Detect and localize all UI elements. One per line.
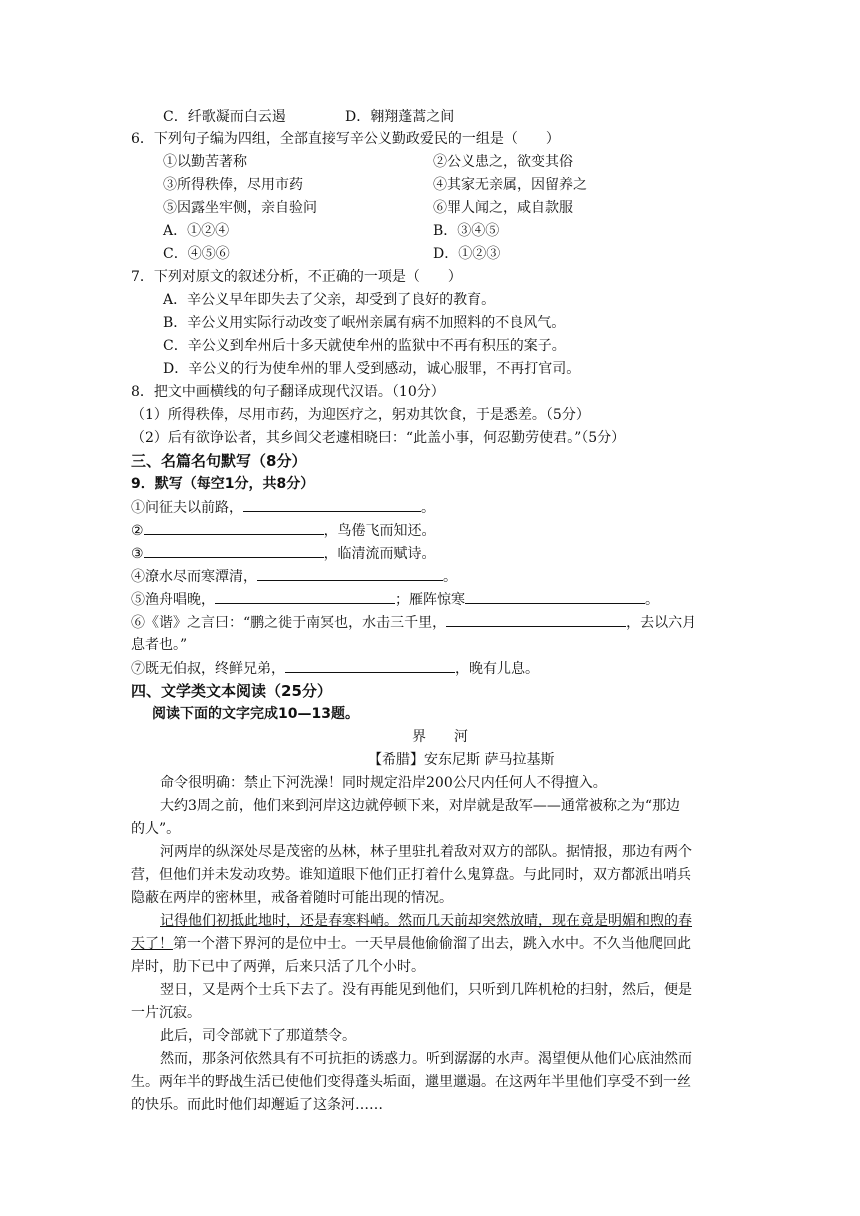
dictation-line-1	[131, 496, 435, 518]
story-paragraph: 的快乐。而此时他们却邂逅了这条河……	[131, 1097, 383, 1113]
dictation-text: 。	[443, 569, 457, 585]
q6-stem: 6．下列句子编为四组，全部直接写辛公义勤政爱民的一组是（ ）	[131, 131, 560, 147]
story-paragraph: 的人”。	[131, 821, 181, 837]
q6-item: ③所得秩俸，尽用市药	[163, 177, 303, 193]
story-underlined-sentence: 记得他们初抵此地时，还是春寒料峭。然而几天前却突然放晴，现在竟是明媚和煦的春	[160, 913, 692, 929]
q7-option: A．辛公义早年即失去了父亲，却受到了良好的教育。	[163, 292, 496, 308]
answer-blank[interactable]	[144, 542, 324, 558]
section-4-title: 四、文学类文本阅读（25分）	[131, 682, 332, 700]
answer-blank[interactable]	[257, 565, 443, 581]
section-3-title: 三、名篇名句默写（8分）	[131, 452, 307, 470]
story-paragraph: 命令很明确：禁止下河洗澡！同时规定沿岸200公尺内任何人不得擅入。	[160, 775, 607, 791]
story-paragraph: 一片沉寂。	[131, 1005, 201, 1021]
story-paragraph: 生。两年半的野战生活已使他们变得蓬头垢面，邋里邋遢。在这两年半里他们享受不到一丝	[131, 1074, 691, 1090]
story-paragraph: 此后，司令部就下了那道禁令。	[160, 1028, 356, 1044]
story-paragraph	[131, 933, 691, 955]
dictation-text: ⑥《谐》之言曰：“鹏之徙于南冥也，水击三千里，	[131, 615, 447, 631]
q6-option: B．③④⑤	[433, 223, 500, 239]
dictation-text: ，鸟倦飞而知还。	[323, 523, 436, 539]
q6-option: A．①②④	[163, 223, 230, 239]
dictation-line-7	[131, 657, 539, 679]
dictation-text: ⑤渔舟唱晚，	[131, 592, 215, 608]
story-paragraph: 然而，那条河依然具有不可抗拒的诱惑力。听到潺潺的水声。渴望便从他们心底油然而	[160, 1051, 692, 1067]
q6-option: C．④⑤⑥	[163, 246, 230, 262]
q7-option: B．辛公义用实际行动改变了岷州亲属有病不加照料的不良风气。	[163, 315, 566, 331]
q9-title: 9．默写（每空1分，共8分）	[131, 476, 315, 492]
dictation-text: ，去以六月	[626, 615, 697, 631]
story-author: 【希腊】安东尼斯 萨马拉基斯	[368, 752, 555, 768]
dictation-text: ⑦既无伯叔，终鲜兄弟，	[131, 661, 285, 677]
answer-blank[interactable]	[215, 588, 395, 604]
dictation-text: ；雁阵惊寒	[395, 592, 465, 608]
dictation-line-3	[131, 542, 436, 564]
q6-item: ②公义患之，欲变其俗	[433, 154, 573, 170]
dictation-text: ③	[131, 546, 144, 562]
dictation-text: ①问征夫以前路，	[131, 500, 243, 516]
q7-option: C．辛公义到牟州后十多天就使牟州的监狱中不再有积压的案子。	[163, 338, 566, 354]
q8-sentence-1: （1）所得秩俸，尽用市药，为迎医疗之，躬劝其饮食，于是悉差。（5分）	[131, 407, 590, 423]
dictation-line-2	[131, 519, 436, 541]
dictation-text: ，临清流而赋诗。	[323, 546, 436, 562]
story-text: 第一个潜下界河的是位中士。一天早晨他偷偷溜了出去，跳入水中。不久当他爬回此	[173, 936, 691, 952]
q6-item: ⑥罪人闻之，咸自款服	[433, 200, 573, 216]
dictation-line-6	[131, 611, 696, 633]
story-title: 界 河	[412, 729, 468, 745]
q6-item: ④其家无亲属，因留养之	[433, 177, 587, 193]
dictation-line-5	[131, 588, 659, 610]
story-paragraph: 翌日，又是两个士兵下去了。没有再能见到他们，只听到几阵机枪的扫射，然后，便是	[160, 982, 692, 998]
answer-blank[interactable]	[465, 588, 645, 604]
story-paragraph: 营，但他们并未发动攻势。谁知道眼下他们正打着什么鬼算盘。与此同时，双方都派出哨兵	[131, 867, 691, 883]
q6-item: ⑤因露坐牢侧，亲自验问	[163, 200, 317, 216]
reading-instruction: 阅读下面的文字完成10—13题。	[152, 706, 359, 722]
q7-option: D．辛公义的行为使牟州的罪人受到感动，诚心服罪，不再打官司。	[163, 361, 581, 377]
q6-item: ①以勤苦著称	[163, 154, 247, 170]
dictation-line-6-cont: 息者也。”	[131, 637, 188, 653]
story-paragraph: 大约3周之前，他们来到河岸这边就停顿下来，对岸就是敌军——通常被称之为“那边	[160, 798, 681, 814]
story-paragraph: 隐蔽在两岸的密林里，戒备着随时可能出现的情况。	[131, 890, 453, 906]
answer-blank[interactable]	[243, 496, 421, 512]
dictation-text: ②	[131, 523, 144, 539]
q7-stem: 7．下列对原文的叙述分析，不正确的一项是（ ）	[131, 269, 462, 285]
story-underlined-sentence: 天了！	[131, 936, 173, 952]
q8-stem: 8．把文中画横线的句子翻译成现代汉语。（10分）	[131, 384, 445, 400]
dictation-line-4	[131, 565, 457, 587]
dictation-text: ④潦水尽而寒潭清，	[131, 569, 257, 585]
q8-sentence-2: （2）后有欲诤讼者，其乡闾父老遽相晓曰：“此盖小事，何忍勤劳使君。”（5分）	[131, 430, 626, 446]
dictation-text: 。	[421, 500, 435, 516]
q6-option: D．①②③	[433, 246, 501, 262]
story-paragraph: 河两岸的纵深处尽是茂密的丛林，林子里驻扎着敌对双方的部队。据情报，那边有两个	[160, 844, 692, 860]
q5-option-d: D．翱翔蓬蒿之间	[345, 109, 455, 125]
answer-blank[interactable]	[285, 657, 455, 673]
q5-option-c: C．纤歌凝而白云遏	[163, 109, 286, 125]
story-paragraph: 岸时，肋下已中了两弹，后来只活了几个小时。	[131, 959, 425, 975]
answer-blank[interactable]	[144, 519, 324, 535]
answer-blank[interactable]	[446, 611, 626, 627]
dictation-text: 。	[645, 592, 659, 608]
dictation-text: ，晚有儿息。	[455, 661, 539, 677]
